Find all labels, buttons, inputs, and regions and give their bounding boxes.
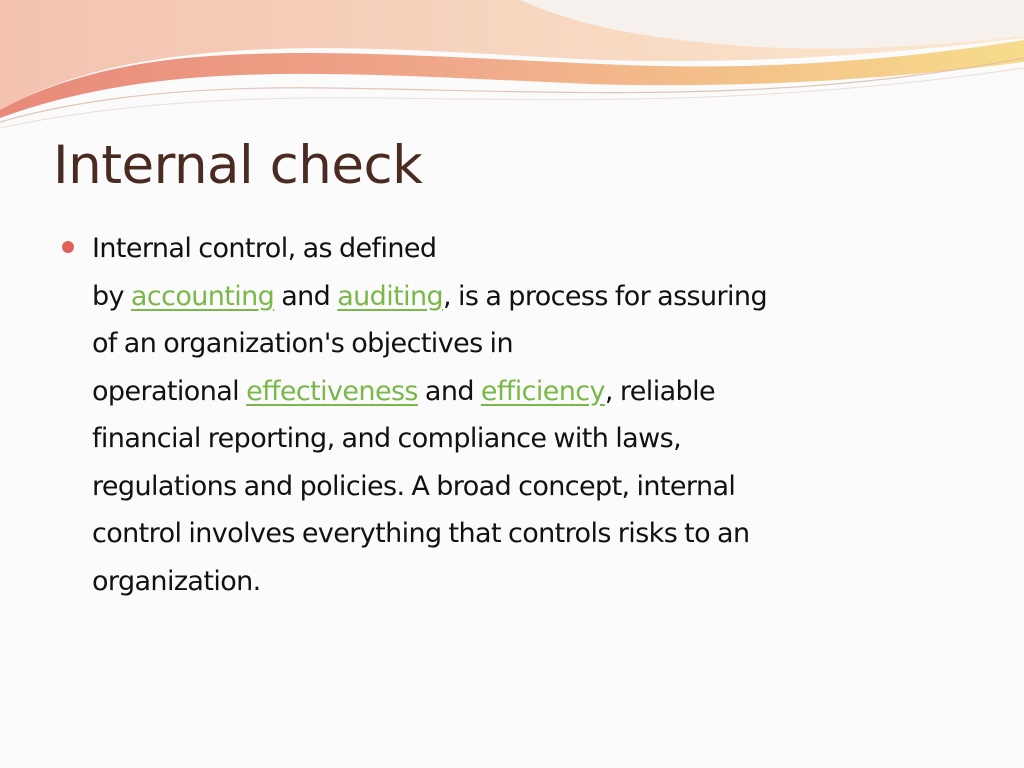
bullet-line-6: regulations and policies. A broad concept, internal bbox=[92, 470, 736, 502]
slide-title: Internal check bbox=[53, 135, 423, 196]
bullet-line-5: financial reporting, and compliance with laws, bbox=[92, 423, 682, 454]
text-segment: operational bbox=[92, 375, 247, 407]
link-accounting[interactable]: accounting bbox=[130, 280, 275, 312]
bullet-line-8: organization. bbox=[92, 565, 261, 597]
text-segment: , is a process for assuring bbox=[443, 280, 767, 312]
link-efficiency[interactable]: efficiency bbox=[480, 375, 605, 407]
text-segment: and bbox=[417, 375, 481, 407]
bullet-dot-icon bbox=[62, 241, 74, 253]
bullet-line-3: of an organization's objectives in bbox=[92, 328, 513, 359]
bullet-line-2 bbox=[92, 273, 962, 321]
bullet-item bbox=[62, 225, 962, 605]
text-segment: , reliable bbox=[604, 375, 715, 407]
bullet-line-7: control involves everything that controls risks to an bbox=[92, 518, 750, 549]
text-segment: and bbox=[274, 280, 338, 312]
link-auditing[interactable]: auditing bbox=[337, 280, 444, 312]
bullet-line-1: Internal control, as defined bbox=[92, 233, 437, 264]
decorative-wave-banner bbox=[0, 0, 1024, 130]
bullet-line-4 bbox=[92, 368, 962, 416]
text-segment: by bbox=[92, 280, 131, 312]
link-effectiveness[interactable]: effectiveness bbox=[246, 375, 418, 407]
bullet-list bbox=[62, 225, 962, 605]
bullet-text bbox=[92, 225, 962, 605]
